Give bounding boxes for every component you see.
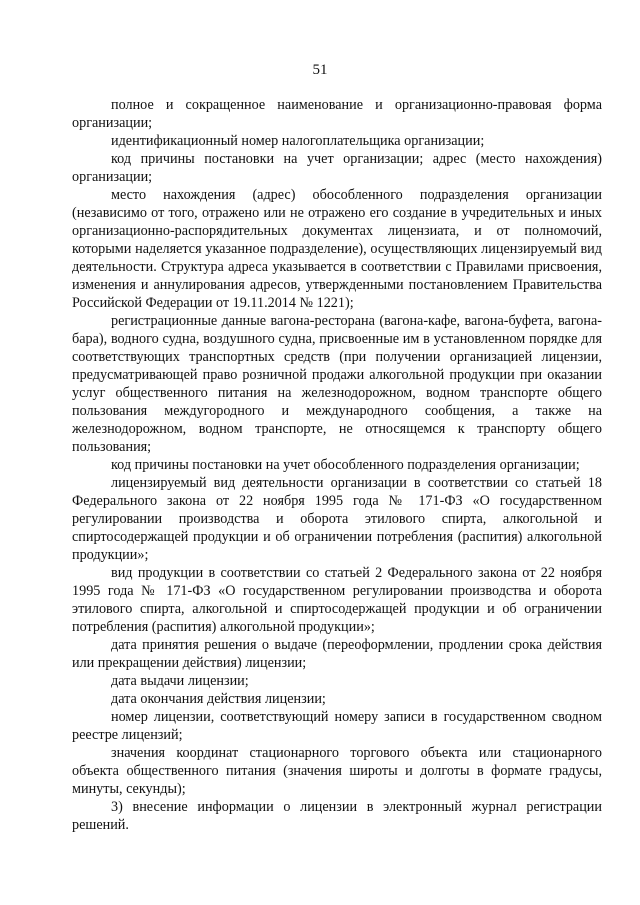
paragraph-expiry-date: дата окончания действия лицензии;: [111, 691, 326, 707]
paragraph-inn: идентификационный номер налогоплательщика организации;: [111, 133, 485, 149]
paragraph-branch-address: место нахождения (адрес) обособленного подразделения организации (независимо от того, отражено или не отражено его создание в учредительных и иных организационно-распорядительных документах лицензиата, и от полномочий, которыми наделяется указанное подразделение), осуществляющих лицензируемый вид деятельности. Структура адреса указывается в соответствии с Правилами присвоения, изменения и аннулирования адресов, утвержденными постановлением Правительства Российской Федерации от 19.11.2014 № 1221);: [72, 187, 602, 311]
paragraph-decision-date: дата принятия решения о выдаче (переоформлении, продлении срока действия или прекращении действия) лицензии;: [72, 637, 602, 671]
paragraph-branch-kpp: код причины постановки на учет обособленного подразделения организации;: [111, 457, 580, 473]
paragraph-licensed-activity: лицензируемый вид деятельности организации в соответствии со статьей 18 Федерального закона от 22 ноября 1995 года № 171-ФЗ «О государственном регулировании производства и оборота этилового спирта, алкогольной и спиртосодержащей продукции и об ограничении потребления (распития) алкогольной продукции»;: [72, 475, 602, 563]
paragraph-issue-date: дата выдачи лицензии;: [111, 673, 249, 689]
paragraph-journal-entry: 3) внесение информации о лицензии в электронный журнал регистрации решений.: [72, 799, 602, 833]
paragraph-vehicle-registration: регистрационные данные вагона-ресторана (вагона-кафе, вагона-буфета, вагона-бара), водного судна, воздушного судна, присвоенные им в установленном порядке для соответствующих транспортных средств (при получении организацией лицензии, предусматривающей право розничной продажи алкогольной продукции при оказании услуг общественного питания на железнодорожном, водном транспорте общего пользования междугородного и международного сообщения, а также на железнодорожном, водном транспорте, не относящемся к транспорту общего пользования;: [72, 313, 602, 455]
document-body: [72, 96, 602, 834]
paragraph-coordinates: значения координат стационарного торгового объекта или стационарного объекта общественного питания (значения широты и долготы в формате градусы, минуты, секунды);: [72, 745, 602, 797]
paragraph-license-number: номер лицензии, соответствующий номеру записи в государственном сводном реестре лицензий;: [72, 709, 602, 743]
page-number: 51: [312, 62, 328, 78]
paragraph-org-name: полное и сокращенное наименование и организационно-правовая форма организации;: [72, 97, 602, 131]
paragraph-kpp-address: код причины постановки на учет организации; адрес (место нахождения) организации;: [72, 151, 602, 185]
paragraph-product-type: вид продукции в соответствии со статьей 2 Федерального закона от 22 ноября 1995 года № 171-ФЗ «О государственном регулировании производства и оборота этилового спирта, алкогольной и спиртосодержащей продукции и об ограничении потребления (распития) алкогольной продукции»;: [72, 565, 602, 635]
